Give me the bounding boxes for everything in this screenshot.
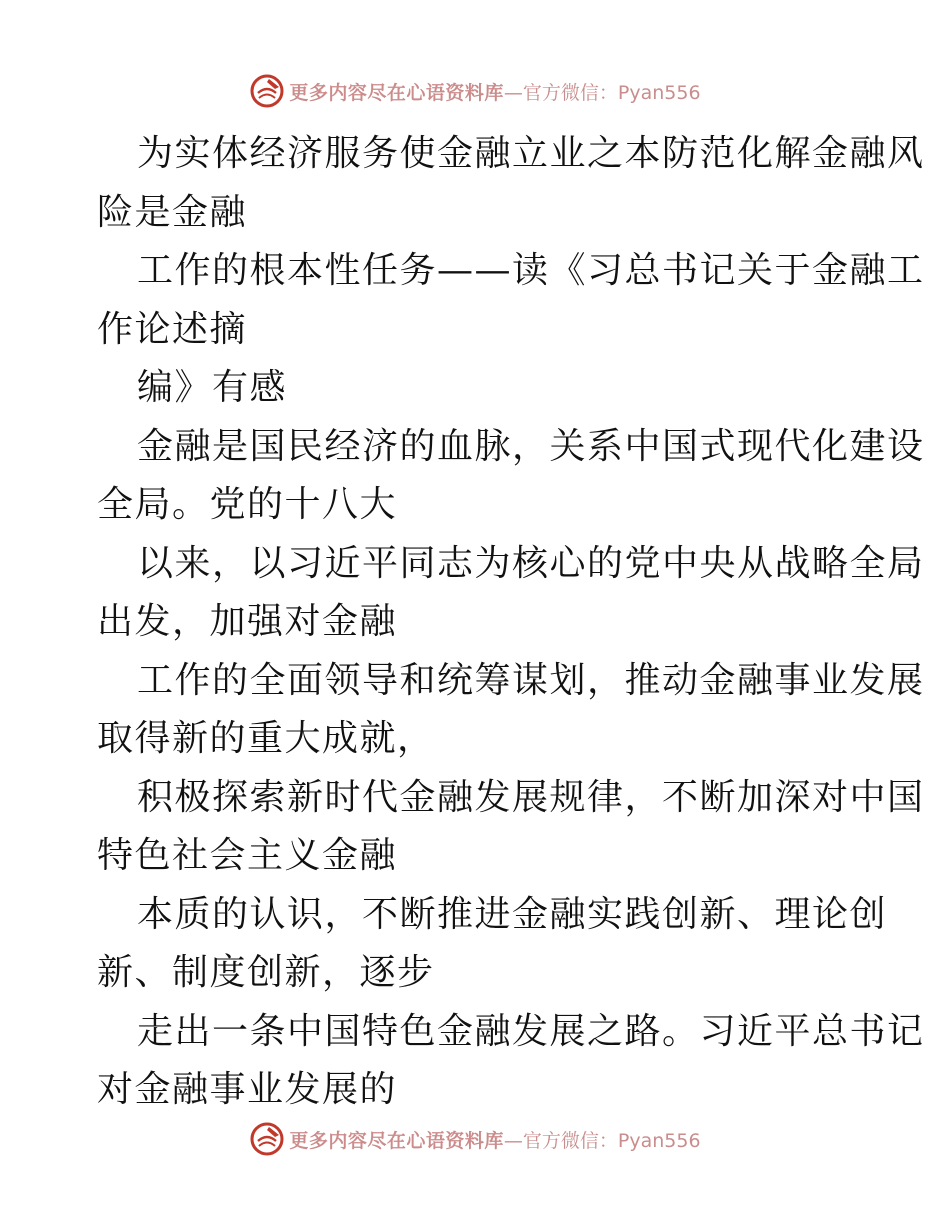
body-line: 取得新的重大成就，: [97, 718, 435, 759]
body-line: 新、制度创新，逐步: [97, 952, 435, 993]
book-pen-logo-icon: [249, 1121, 285, 1157]
footer-watermark: [0, 1119, 950, 1159]
watermark-main-text: 更多内容尽在心语资料库: [289, 81, 504, 104]
document-body: [97, 125, 925, 1120]
body-line: 走出一条中国特色金融发展之路。习近平总书记: [137, 1010, 925, 1052]
body-line: 以来，以习近平同志为核心的党中央从战略全局: [137, 542, 925, 584]
body-line: 为实体经济服务使金融立业之本防范化解金融风: [137, 133, 925, 174]
body-line: 工作的全面领导和统筹谋划，推动金融事业发展: [137, 659, 925, 701]
watermark-contact-text: —官方微信：Pyan556: [503, 1129, 701, 1152]
body-line: 对金融事业发展的: [97, 1069, 398, 1110]
book-pen-logo-icon: [249, 73, 285, 109]
header-watermark: [0, 71, 950, 111]
body-line: 作论述摘: [97, 308, 248, 350]
body-line: 特色社会主义金融: [97, 835, 398, 876]
watermark-contact-text: —官方微信：Pyan556: [503, 81, 701, 104]
body-line: 工作的根本性任务——读《习总书记关于金融工: [137, 250, 925, 291]
watermark-main-text: 更多内容尽在心语资料库: [289, 1129, 504, 1152]
body-line: 险是金融: [97, 191, 248, 233]
body-line: 积极探索新时代金融发展规律，不断加深对中国: [137, 776, 925, 818]
body-line: 全局。党的十八大: [97, 484, 398, 525]
body-line: 出发，加强对金融: [97, 601, 398, 642]
body-line: 本质的认识，不断推进金融实践创新、理论创: [137, 893, 888, 935]
body-line: 编》有感: [137, 367, 288, 408]
body-line: 金融是国民经济的血脉，关系中国式现代化建设: [137, 425, 925, 467]
